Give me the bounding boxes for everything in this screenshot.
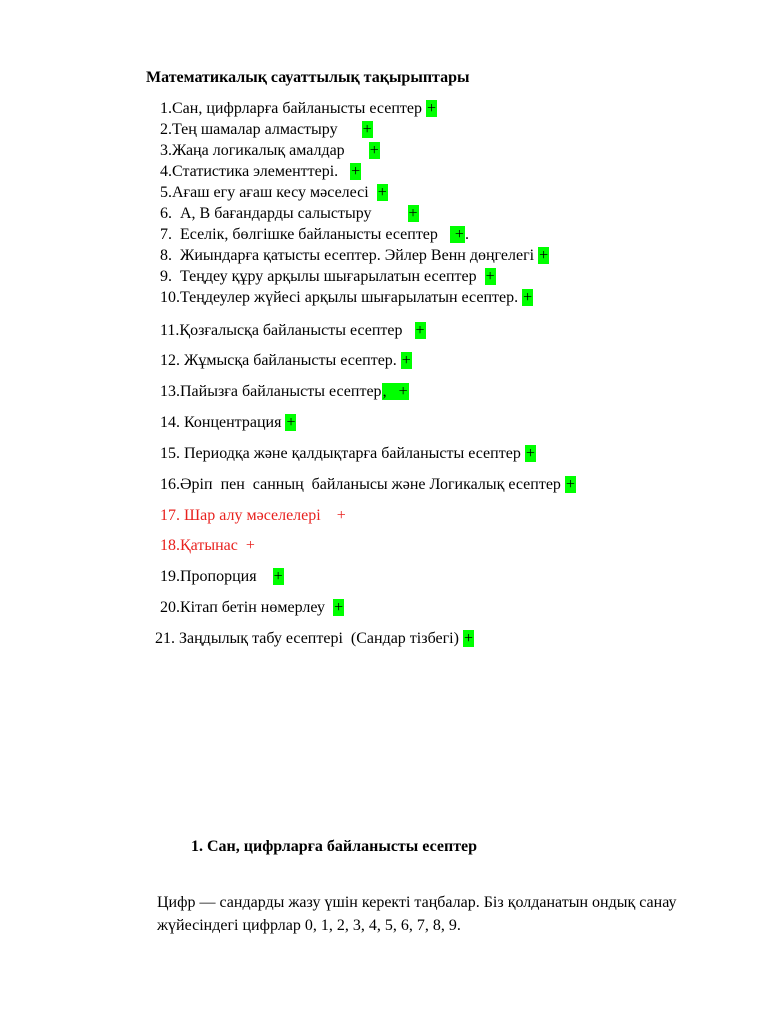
list-item-text: 1.Сан, цифрларға байланысты есептер [160,100,426,117]
list-item-text: 14. Концентрация [160,414,286,431]
section-title: 1. Сан, цифрларға байланысты есептер [191,838,478,855]
list-item [160,351,412,371]
list-item-text: 13.Пайызға байланысты есептер [160,383,382,400]
list-item-text: 15. Периодқа және қалдықтарға байланысты есептер [160,445,525,462]
highlight-mark: + [485,268,495,285]
list-item [160,288,533,308]
highlight-mark: + [539,247,549,264]
highlight-mark: + [408,205,418,222]
list-item [160,506,346,526]
list-item-text: 9. Теңдеу құру арқылы шығарылатын есептер [160,268,485,285]
list-item-text: 21. Заңдылық табу есептері (Сандар тізбегі) [155,630,463,647]
highlight-mark: + [415,322,425,339]
list-item [160,120,373,140]
list-item [160,162,361,182]
list-item-text: 12. Жұмысқа байланысты есептер. [160,352,401,369]
list-item-text: 3.Жаңа логикалық амалдар [160,142,369,159]
list-item-suffix: . [464,226,469,243]
highlight-mark: + [273,568,283,585]
list-item [160,99,437,119]
list-item-text: 4.Статистика элементтері. [160,163,351,180]
list-item-text: 2.Тең шамалар алмастыру [160,121,362,138]
paragraph: Цифр — сандарды жазу үшін керекті таңбалар. Біз қолданатын ондық санау жүйесіндегі цифрлар 0, 1, 2, 3, 4, 5, 6, 7, 8, 9. [157,894,677,934]
list-item [160,475,576,495]
highlight-mark: , + [382,383,408,400]
highlight-mark: + [351,163,361,180]
list-item [160,413,296,433]
list-item-text: 16.Әріп пен санның байланысы және Логикалық есептер [160,476,565,493]
list-item-text: 7. Еселік, бөлгішке байланысты есептер [160,226,450,243]
list-item [160,246,549,266]
highlight-mark: + [426,100,436,117]
list-item-text: 18.Қатынас + [160,537,255,554]
highlight-mark: + [377,184,387,201]
highlight-mark: + [362,121,372,138]
list-item [160,444,536,464]
list-item [160,225,469,245]
list-item-text: 8. Жиындарға қатысты есептер. Эйлер Венн дөңгелегі [160,247,539,264]
highlight-mark: + [565,476,575,493]
highlight-mark: + [286,414,296,431]
list-item [160,321,426,341]
highlight-mark: + [463,630,473,647]
list-item [155,629,474,649]
highlight-mark: + [369,142,379,159]
list-item-text: 5.Ағаш егу ағаш кесу мәселесі [160,184,377,201]
list-item [160,567,284,587]
list-item [160,267,496,287]
highlight-mark: + [334,599,344,616]
highlight-mark: + [523,289,533,306]
list-item-text: 20.Кітап бетін нөмерлеу [160,599,334,616]
list-item [160,536,255,556]
highlight-mark: + [525,445,535,462]
list-item-text: 17. Шар алу мәселелері + [160,507,346,524]
list-item [160,598,344,618]
highlight-mark: + [450,226,464,243]
list-item-text: 10.Теңдеулер жүйесі арқылы шығарылатын есептер. [160,289,523,306]
list-item-text: 11.Қозғалысқа байланысты есептер [160,322,415,339]
list-item [160,183,388,203]
highlight-mark: + [401,352,411,369]
list-item [160,204,419,224]
list-item [160,382,409,402]
page-title: Математикалық сауаттылық тақырыптары [146,69,470,86]
list-item [160,141,380,161]
list-item-text: 6. А, В бағандарды салыстыру [160,205,408,222]
list-item-text: 19.Пропорция [160,568,273,585]
